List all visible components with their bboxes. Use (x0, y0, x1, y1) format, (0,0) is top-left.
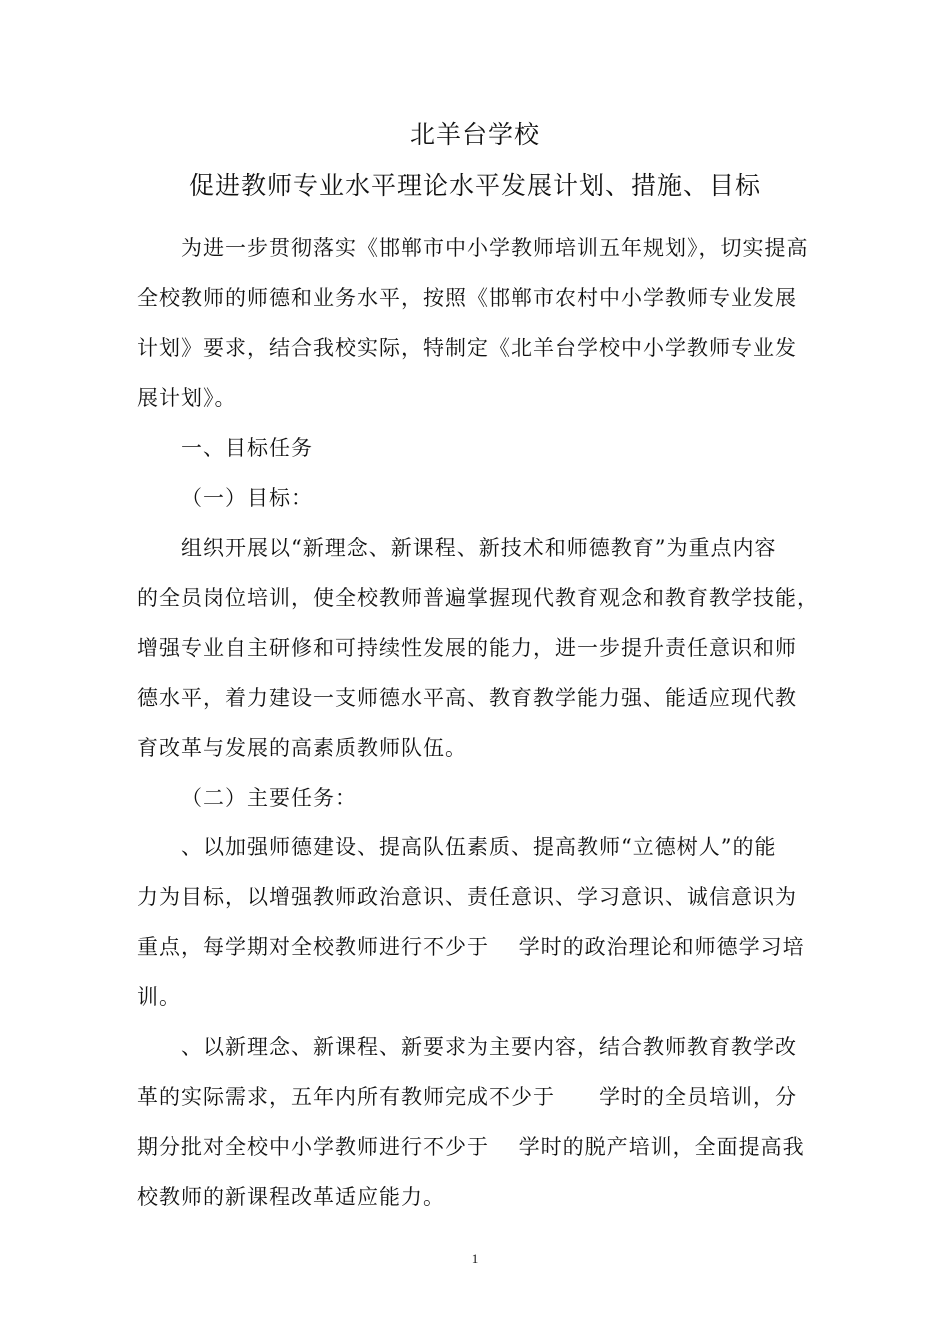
intro-line: 计划》要求，结合我校实际，特制定《北羊台学校中小学教师专业发 (137, 336, 797, 360)
task-line: 重点，每学期对全校教师进行不少于 学时的政治理论和师德学习培 (137, 935, 805, 959)
page-number: 1 (471, 1251, 479, 1266)
task-line: 、以新理念、新课程、新要求为主要内容，结合教师教育教学改 (181, 1035, 797, 1059)
intro-line: 全校教师的师德和业务水平，按照《邯郸市农村中小学教师专业发展 (137, 286, 797, 310)
goal-line: 育改革与发展的高素质教师队伍。 (137, 736, 467, 760)
section-heading: 一、目标任务 (181, 436, 313, 460)
goal-line: 的全员岗位培训，使全校教师普遍掌握现代教育观念和教育教学技能， (137, 586, 819, 610)
document-subtitle: 促进教师专业水平理论水平发展计划、措施、目标 (188, 171, 761, 200)
task-line: 期分批对全校中小学教师进行不少于 学时的脱产培训，全面提高我 (137, 1135, 805, 1159)
task-line: 训。 (137, 985, 181, 1009)
document-title: 北羊台学校 (409, 120, 540, 149)
goal-line: 德水平，着力建设一支师德水平高、教育教学能力强、能适应现代教 (137, 686, 797, 710)
subsection-heading: （一）目标： (181, 486, 313, 510)
goal-line: 增强专业自主研修和可持续性发展的能力，进一步提升责任意识和师 (137, 636, 797, 660)
task-line: 校教师的新课程改革适应能力。 (137, 1185, 445, 1209)
subsection-heading: （二）主要任务： (181, 786, 357, 810)
task-line: 、以加强师德建设、提高队伍素质、提高教师“立德树人”的能 (181, 835, 777, 859)
task-line: 力为目标，以增强教师政治意识、责任意识、学习意识、诚信意识为 (137, 885, 797, 909)
goal-line: 组织开展以“新理念、新课程、新技术和师德教育”为重点内容 (181, 536, 777, 560)
intro-line: 展计划》。 (137, 386, 237, 410)
task-line: 革的实际需求，五年内所有教师完成不少于 学时的全员培训，分 (137, 1085, 797, 1109)
intro-line: 为进一步贯彻落实《邯郸市中小学教师培训五年规划》，切实提高 (181, 236, 809, 260)
